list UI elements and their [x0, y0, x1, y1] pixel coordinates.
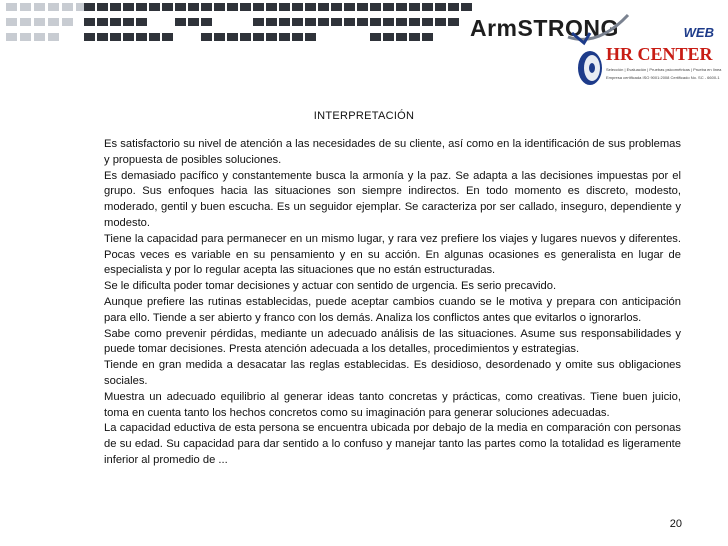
- header-square: [162, 33, 173, 41]
- paragraph: Muestra un adecuado equilibrio al generar ideas tanto concretas y prácticas, como creativas. Tiene buen juicio, toma en cuenta tanto los hechos concretos como su imaginación para generar soluciones adecuadas.: [104, 390, 681, 419]
- paragraph: Se le dificulta poder tomar decisiones y actuar con sentido de urgencia. Es serio precavido.: [104, 280, 557, 293]
- page-number: 20: [669, 518, 682, 530]
- header-square: [175, 3, 186, 11]
- paragraph: Sabe como prevenir pérdidas, mediante un adecuado análisis de las situaciones. Asume sus responsabilidades y puede tomar decisiones. Presta atención adecuada a los detalles, procedimientos y estrategias.: [104, 327, 681, 356]
- header-square: [422, 33, 433, 41]
- header-square: [136, 3, 147, 11]
- header-square: [370, 3, 381, 11]
- header-square: [136, 33, 147, 41]
- header-square: [409, 18, 420, 26]
- header-square: [409, 33, 420, 41]
- logo-swoosh-icon: [558, 7, 638, 47]
- header-square: [97, 33, 108, 41]
- header-square: [34, 3, 45, 11]
- header-square: [20, 18, 31, 26]
- header-square: [48, 3, 59, 11]
- header-square: [62, 3, 73, 11]
- paragraph: Es satisfactorio su nivel de atención a las necesidades de su cliente, así como en la identificación de sus problemas y propuesta de posibles soluciones.: [104, 138, 681, 166]
- header-square: [123, 33, 134, 41]
- header-square: [266, 33, 277, 41]
- header-square: [97, 18, 108, 26]
- header-square: [305, 33, 316, 41]
- header-square: [34, 18, 45, 26]
- header-square: [240, 33, 251, 41]
- header-square: [292, 3, 303, 11]
- header-square: [396, 18, 407, 26]
- interpretation-body: [104, 137, 681, 469]
- header-square: [253, 18, 264, 26]
- header-square: [331, 3, 342, 11]
- header-square: [305, 3, 316, 11]
- header-square: [318, 3, 329, 11]
- armstrong-logo: [458, 5, 728, 105]
- paragraph: Es demasiado pacífico y constantemente busca la armonía y la paz. Se adapta a las decisiones impuestas por el grupo. Sus enfoques hacia las situaciones son siempre indirectos. En todo momento es discreto, modesto, moderado, gentil y buen escucha. Es un seguidor ejemplar. Se caracteriza por ser callado, inseguro, dependiente y modesto.: [104, 169, 681, 229]
- header-square: [34, 33, 45, 41]
- header-square: [305, 18, 316, 26]
- header-square: [84, 18, 95, 26]
- header-square: [48, 33, 59, 41]
- logo-web-text: WEB: [683, 25, 714, 40]
- header-square: [370, 18, 381, 26]
- header-square: [266, 3, 277, 11]
- header-square: [279, 18, 290, 26]
- header-square: [292, 33, 303, 41]
- header-square: [422, 18, 433, 26]
- header-square: [279, 33, 290, 41]
- header-square: [201, 33, 212, 41]
- header-square: [110, 3, 121, 11]
- header-square: [175, 18, 186, 26]
- header-square: [84, 3, 95, 11]
- header-square: [6, 33, 17, 41]
- header-square: [383, 33, 394, 41]
- header-square: [214, 3, 225, 11]
- header-square: [331, 18, 342, 26]
- header-square: [409, 3, 420, 11]
- header-square: [435, 18, 446, 26]
- header-square: [123, 3, 134, 11]
- header-square: [344, 3, 355, 11]
- header-square: [279, 3, 290, 11]
- header-square: [357, 18, 368, 26]
- hr-center-certification: Empresa certificada ISO 9001:2008 Certificado No. SC - 6600-1: [606, 75, 720, 80]
- paragraph: La capacidad eductiva de esta persona se encuentra ubicada por debajo de la media en comparación con personas de su edad. Su capacidad para dar sentido a lo confuso y manejar tanto las partes como la totalidad es ligeramente inferior al promedio de ...: [104, 422, 681, 466]
- header-square: [357, 3, 368, 11]
- hr-center-logo: [576, 43, 728, 103]
- paragraph: Aunque prefiere las rutinas establecidas, puede aceptar cambios cuando se le motiva y prepara con anticipación para ello. Tiende a ser abierto y franco con los demás. Analiza los conflictos antes que evitarlos o ignorarlos.: [104, 295, 681, 324]
- header-square: [149, 33, 160, 41]
- paragraph: Tiene la capacidad para permanecer en un mismo lugar, y rara vez prefiere los viajes y lugares nuevos y diferentes. Pocas veces es variable en su pensamiento y en su acción. En algunas ocasiones es generalista en lugar de especialista y por lo regular acepta las situaciones que no están estructuradas.: [104, 232, 681, 277]
- header-square: [422, 3, 433, 11]
- paragraph: Tiende en gran medida a desacatar las reglas establecidas. Es desidioso, desordenado y omite sus obligaciones sociales.: [104, 359, 681, 387]
- header-square: [396, 3, 407, 11]
- header-square: [6, 3, 17, 11]
- header-square: [84, 33, 95, 41]
- header-square: [123, 18, 134, 26]
- header-square: [149, 3, 160, 11]
- header-square: [253, 3, 264, 11]
- header-square: [201, 3, 212, 11]
- header-square: [227, 3, 238, 11]
- header-square: [240, 3, 251, 11]
- header-square: [227, 33, 238, 41]
- header-square: [344, 18, 355, 26]
- header-square: [162, 3, 173, 11]
- header-square: [6, 18, 17, 26]
- header-square: [110, 33, 121, 41]
- header-square: [110, 18, 121, 26]
- header-square: [435, 3, 446, 11]
- header-square: [266, 18, 277, 26]
- hr-center-tagline: Selección | Evaluación | Pruebas psicométricas | Prueba en línea: [606, 67, 722, 72]
- header-square: [396, 33, 407, 41]
- header-square: [383, 18, 394, 26]
- header-square: [188, 18, 199, 26]
- header-square: [383, 3, 394, 11]
- page-title: INTERPRETACIÓN: [313, 110, 415, 122]
- cd-disc-icon: [576, 47, 606, 89]
- logo-armstrong-text: ArmSTRONG: [470, 15, 619, 41]
- header-square: [48, 18, 59, 26]
- hr-center-title: HR CENTER: [606, 44, 713, 64]
- header-square: [214, 33, 225, 41]
- header-square: [188, 3, 199, 11]
- header-square: [136, 18, 147, 26]
- header-square: [97, 3, 108, 11]
- header-square: [318, 18, 329, 26]
- header-square: [20, 3, 31, 11]
- header-square: [201, 18, 212, 26]
- header-square: [20, 33, 31, 41]
- header-square: [253, 33, 264, 41]
- header-square: [62, 18, 73, 26]
- header-square: [370, 33, 381, 41]
- header-square: [292, 18, 303, 26]
